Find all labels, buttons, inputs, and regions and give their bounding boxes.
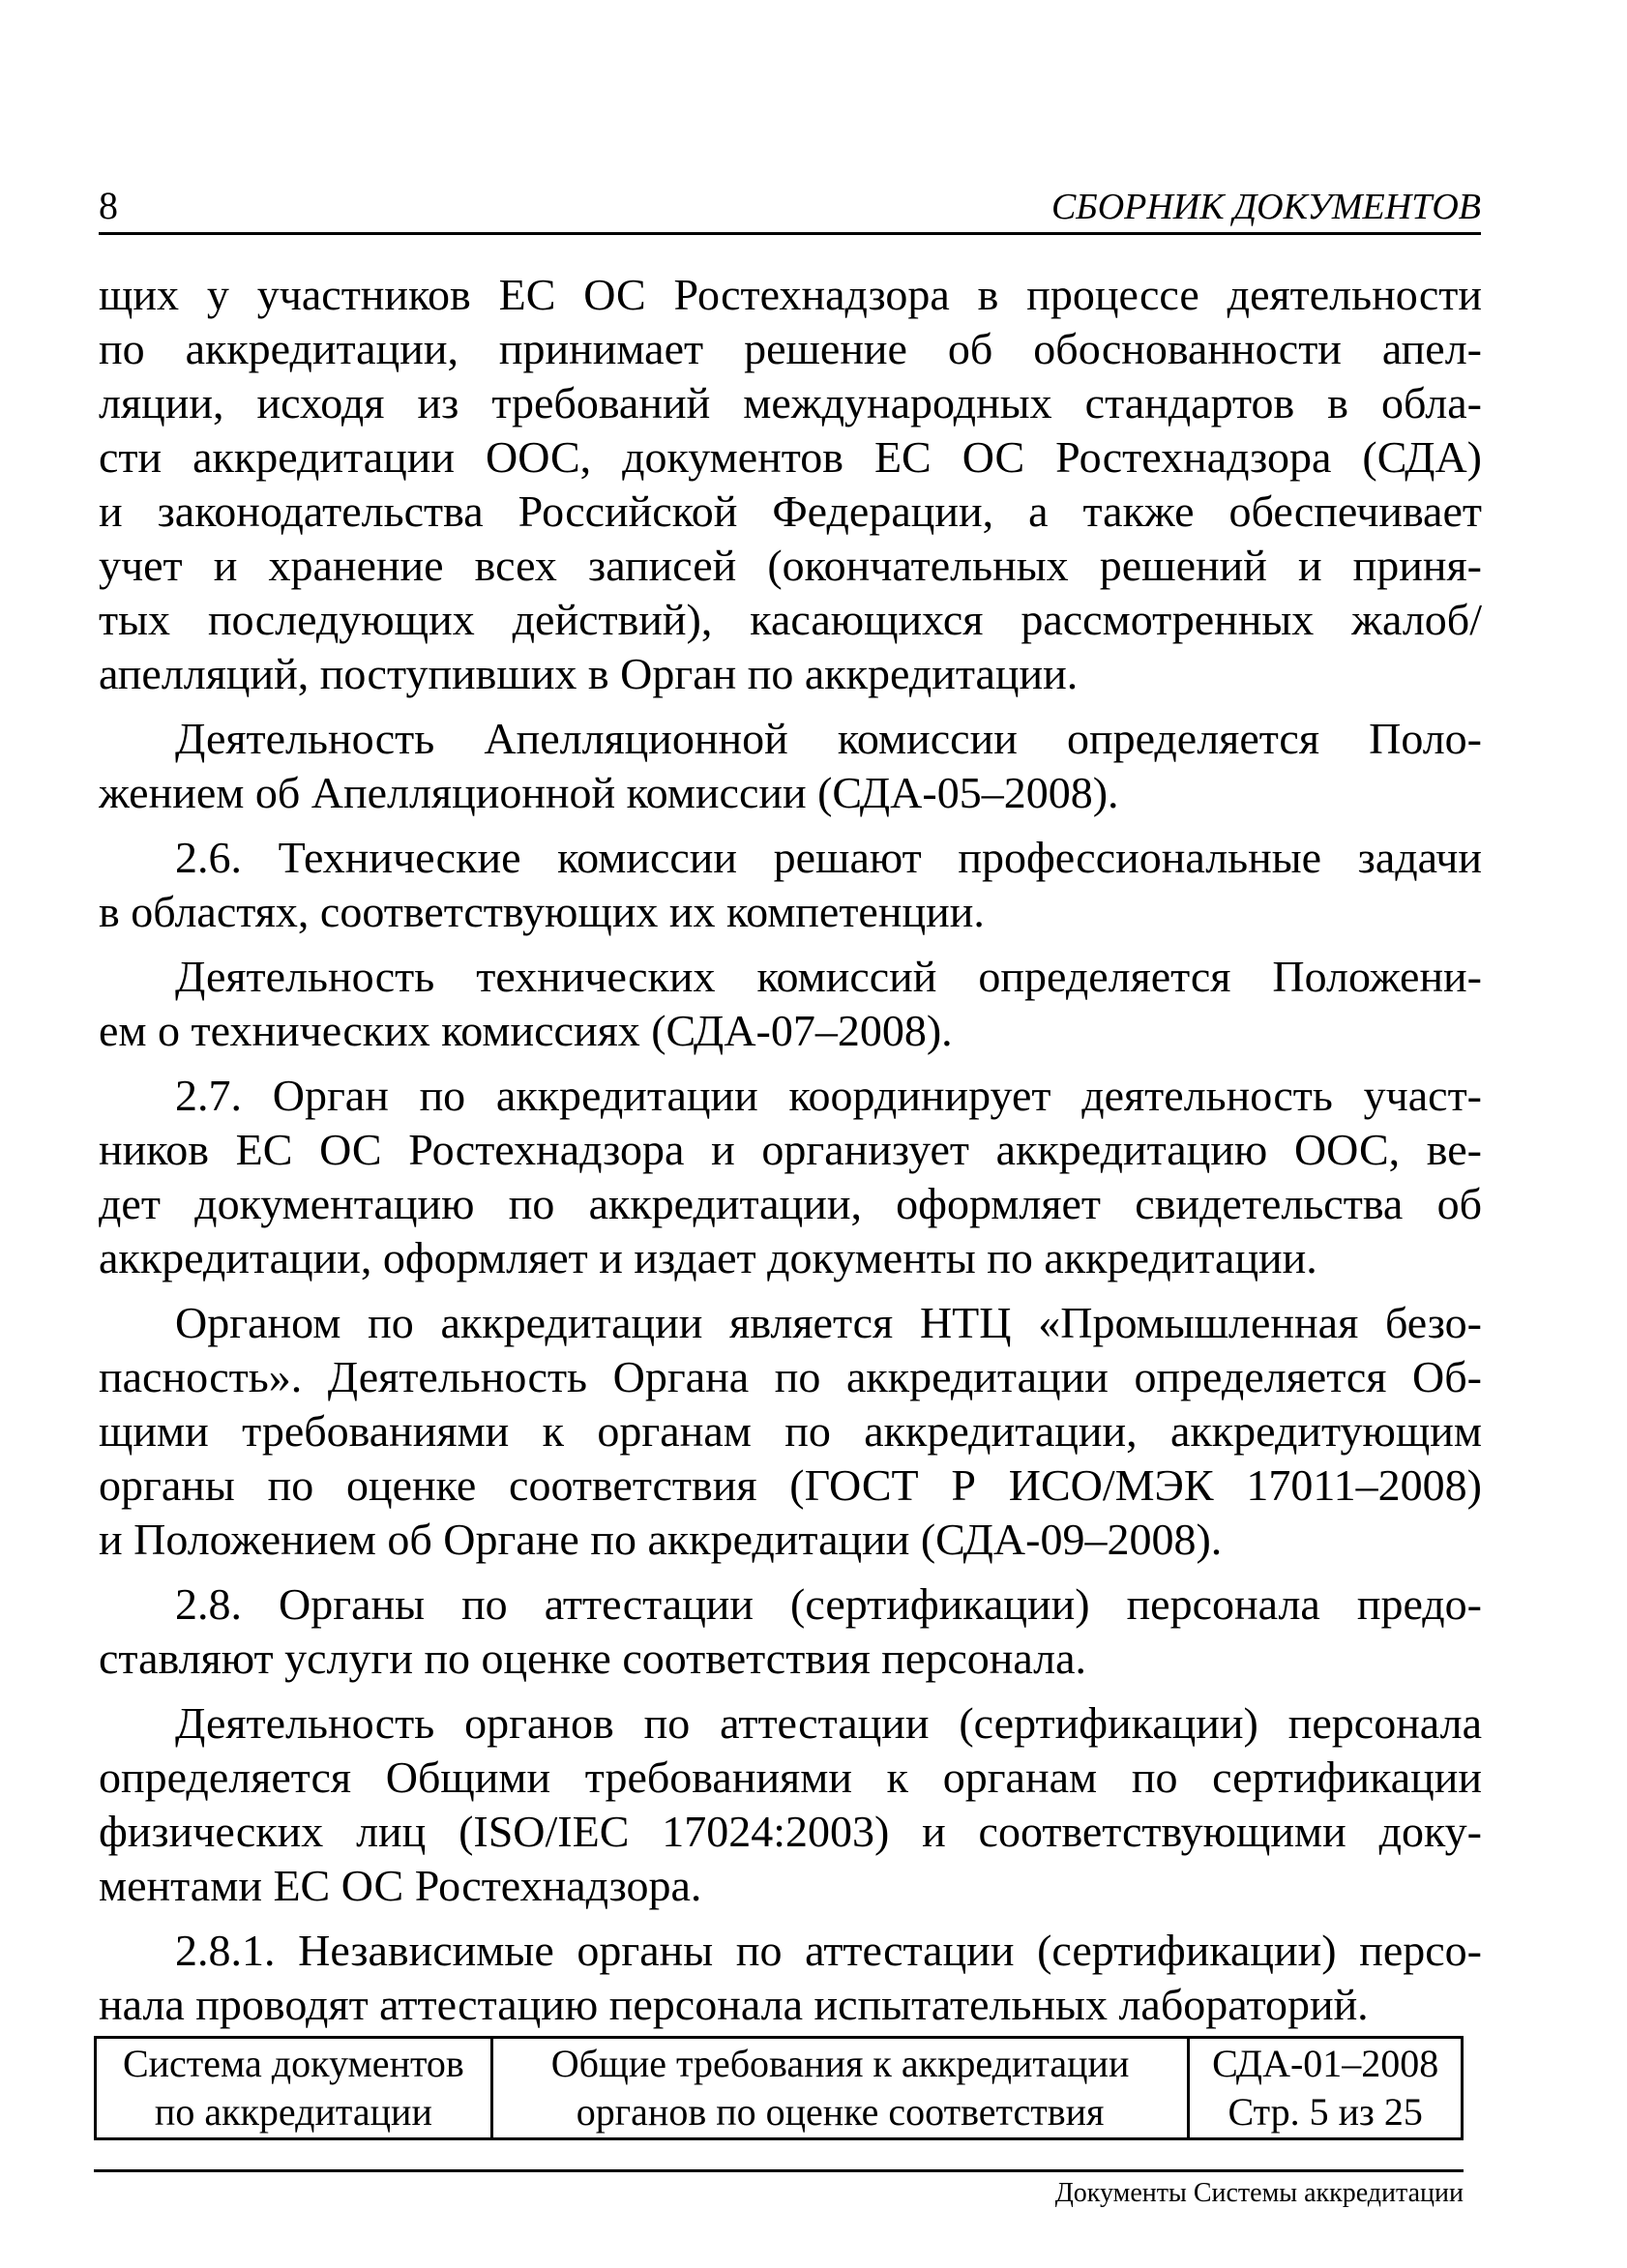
text-line: Органом по аккредитации является НТЦ «Промышленная безо- [175, 1298, 1482, 1347]
text-line: и Положением об Органе по аккредитации (СДА-09–2008). [99, 1515, 1223, 1564]
page-count: Стр. 5 из 25 [1228, 2090, 1423, 2134]
text-line: по аккредитации, принимает решение об обоснованности апел- [99, 324, 1482, 373]
text-line: тых последующих действий), касающихся рассмотренных жалоб/ [99, 595, 1482, 644]
document-code: СДА-01–2008 [1212, 2042, 1439, 2085]
text-line: щими требованиями к органам по аккредитации, аккредитующим [99, 1406, 1482, 1456]
text-line: физических лиц (ISO/IEC 17024:2003) и соответствующими доку- [99, 1807, 1482, 1856]
paragraph [99, 950, 1482, 1058]
system-cell [96, 2038, 492, 2139]
text-line: 2.7. Орган по аккредитации координирует деятельность участ- [175, 1071, 1482, 1120]
paragraph [99, 1696, 1482, 1913]
text-line: 2.6. Технические комиссии решают профессиональные задачи [175, 833, 1482, 882]
document-info-table [94, 2036, 1464, 2140]
cell-line: Система документов [122, 2042, 464, 2085]
text-line: дет документацию по аккредитации, оформляет свидетельства об [99, 1179, 1482, 1228]
cell-line: органов по оценке соответствия [576, 2090, 1105, 2134]
text-line: 2.8.1. Независимые органы по аттестации (сертификации) персо- [175, 1926, 1482, 1975]
title-cell [491, 2038, 1189, 2139]
text-line: ников ЕС ОС Ростехнадзора и организует аккредитацию ООС, ве- [99, 1125, 1482, 1174]
text-line: Деятельность органов по аттестации (сертификации) персонала [175, 1698, 1482, 1748]
header-title: СБОРНИК ДОКУМЕНТОВ [1050, 187, 1481, 227]
cell-line: Общие требования к аккредитации [550, 2042, 1130, 2085]
cell-line: по аккредитации [154, 2090, 432, 2134]
text-line: ставляют услуги по оценке соответствия персонала. [99, 1634, 1087, 1683]
text-line: пасность». Деятельность Органа по аккредитации определяется Об- [99, 1352, 1482, 1401]
text-line: ем о технических комиссиях (СДА-07–2008). [99, 1006, 953, 1055]
paragraph [99, 268, 1482, 701]
paragraph [99, 1069, 1482, 1285]
text-line: жением об Апелляционной комиссии (СДА-05–2008). [99, 768, 1119, 817]
text-line: ментами ЕС ОС Ростехнадзора. [99, 1861, 702, 1910]
text-line: Деятельность Апелляционной комиссии определяется Поло- [175, 714, 1482, 763]
text-line: аккредитации, оформляет и издает документы по аккредитации. [99, 1233, 1317, 1282]
code-cell [1189, 2038, 1463, 2139]
running-header [99, 182, 1481, 235]
text-line: 2.8. Органы по аттестации (сертификации) персонала предо- [175, 1579, 1482, 1629]
paragraph [99, 1577, 1482, 1686]
paragraph [99, 712, 1482, 820]
text-line: щих у участников ЕС ОС Ростехнадзора в процессе деятельности [99, 270, 1482, 319]
page-number: 8 [99, 184, 118, 227]
paragraph [99, 831, 1482, 939]
paragraph [99, 1924, 1482, 2032]
paragraph [99, 1296, 1482, 1567]
text-line: сти аккредитации ООС, документов ЕС ОС Ростехнадзора (СДА) [99, 432, 1482, 482]
text-line: в областях, соответствующих их компетенции. [99, 887, 985, 936]
text-line: Деятельность технических комиссий определяется Положени- [175, 952, 1482, 1001]
text-line: нала проводят аттестацию персонала испытательных лабораторий. [99, 1980, 1369, 2029]
text-line: определяется Общими требованиями к органам по сертификации [99, 1753, 1482, 1802]
text-line: ляции, исходя из требований международных стандартов в обла- [99, 378, 1482, 427]
text-line: органы по оценке соответствия (ГОСТ Р ИСО/МЭК 17011–2008) [99, 1460, 1482, 1510]
footer-rule [94, 2169, 1464, 2172]
text-line: и законодательства Российской Федерации, а также обеспечивает [99, 486, 1482, 536]
text-line: учет и хранение всех записей (окончательных решений и приня- [99, 541, 1482, 590]
body-text [99, 268, 1482, 2032]
text-line: апелляций, поступивших в Орган по аккредитации. [99, 649, 1079, 698]
footer-text: Документы Системы аккредитации [1054, 2178, 1464, 2208]
